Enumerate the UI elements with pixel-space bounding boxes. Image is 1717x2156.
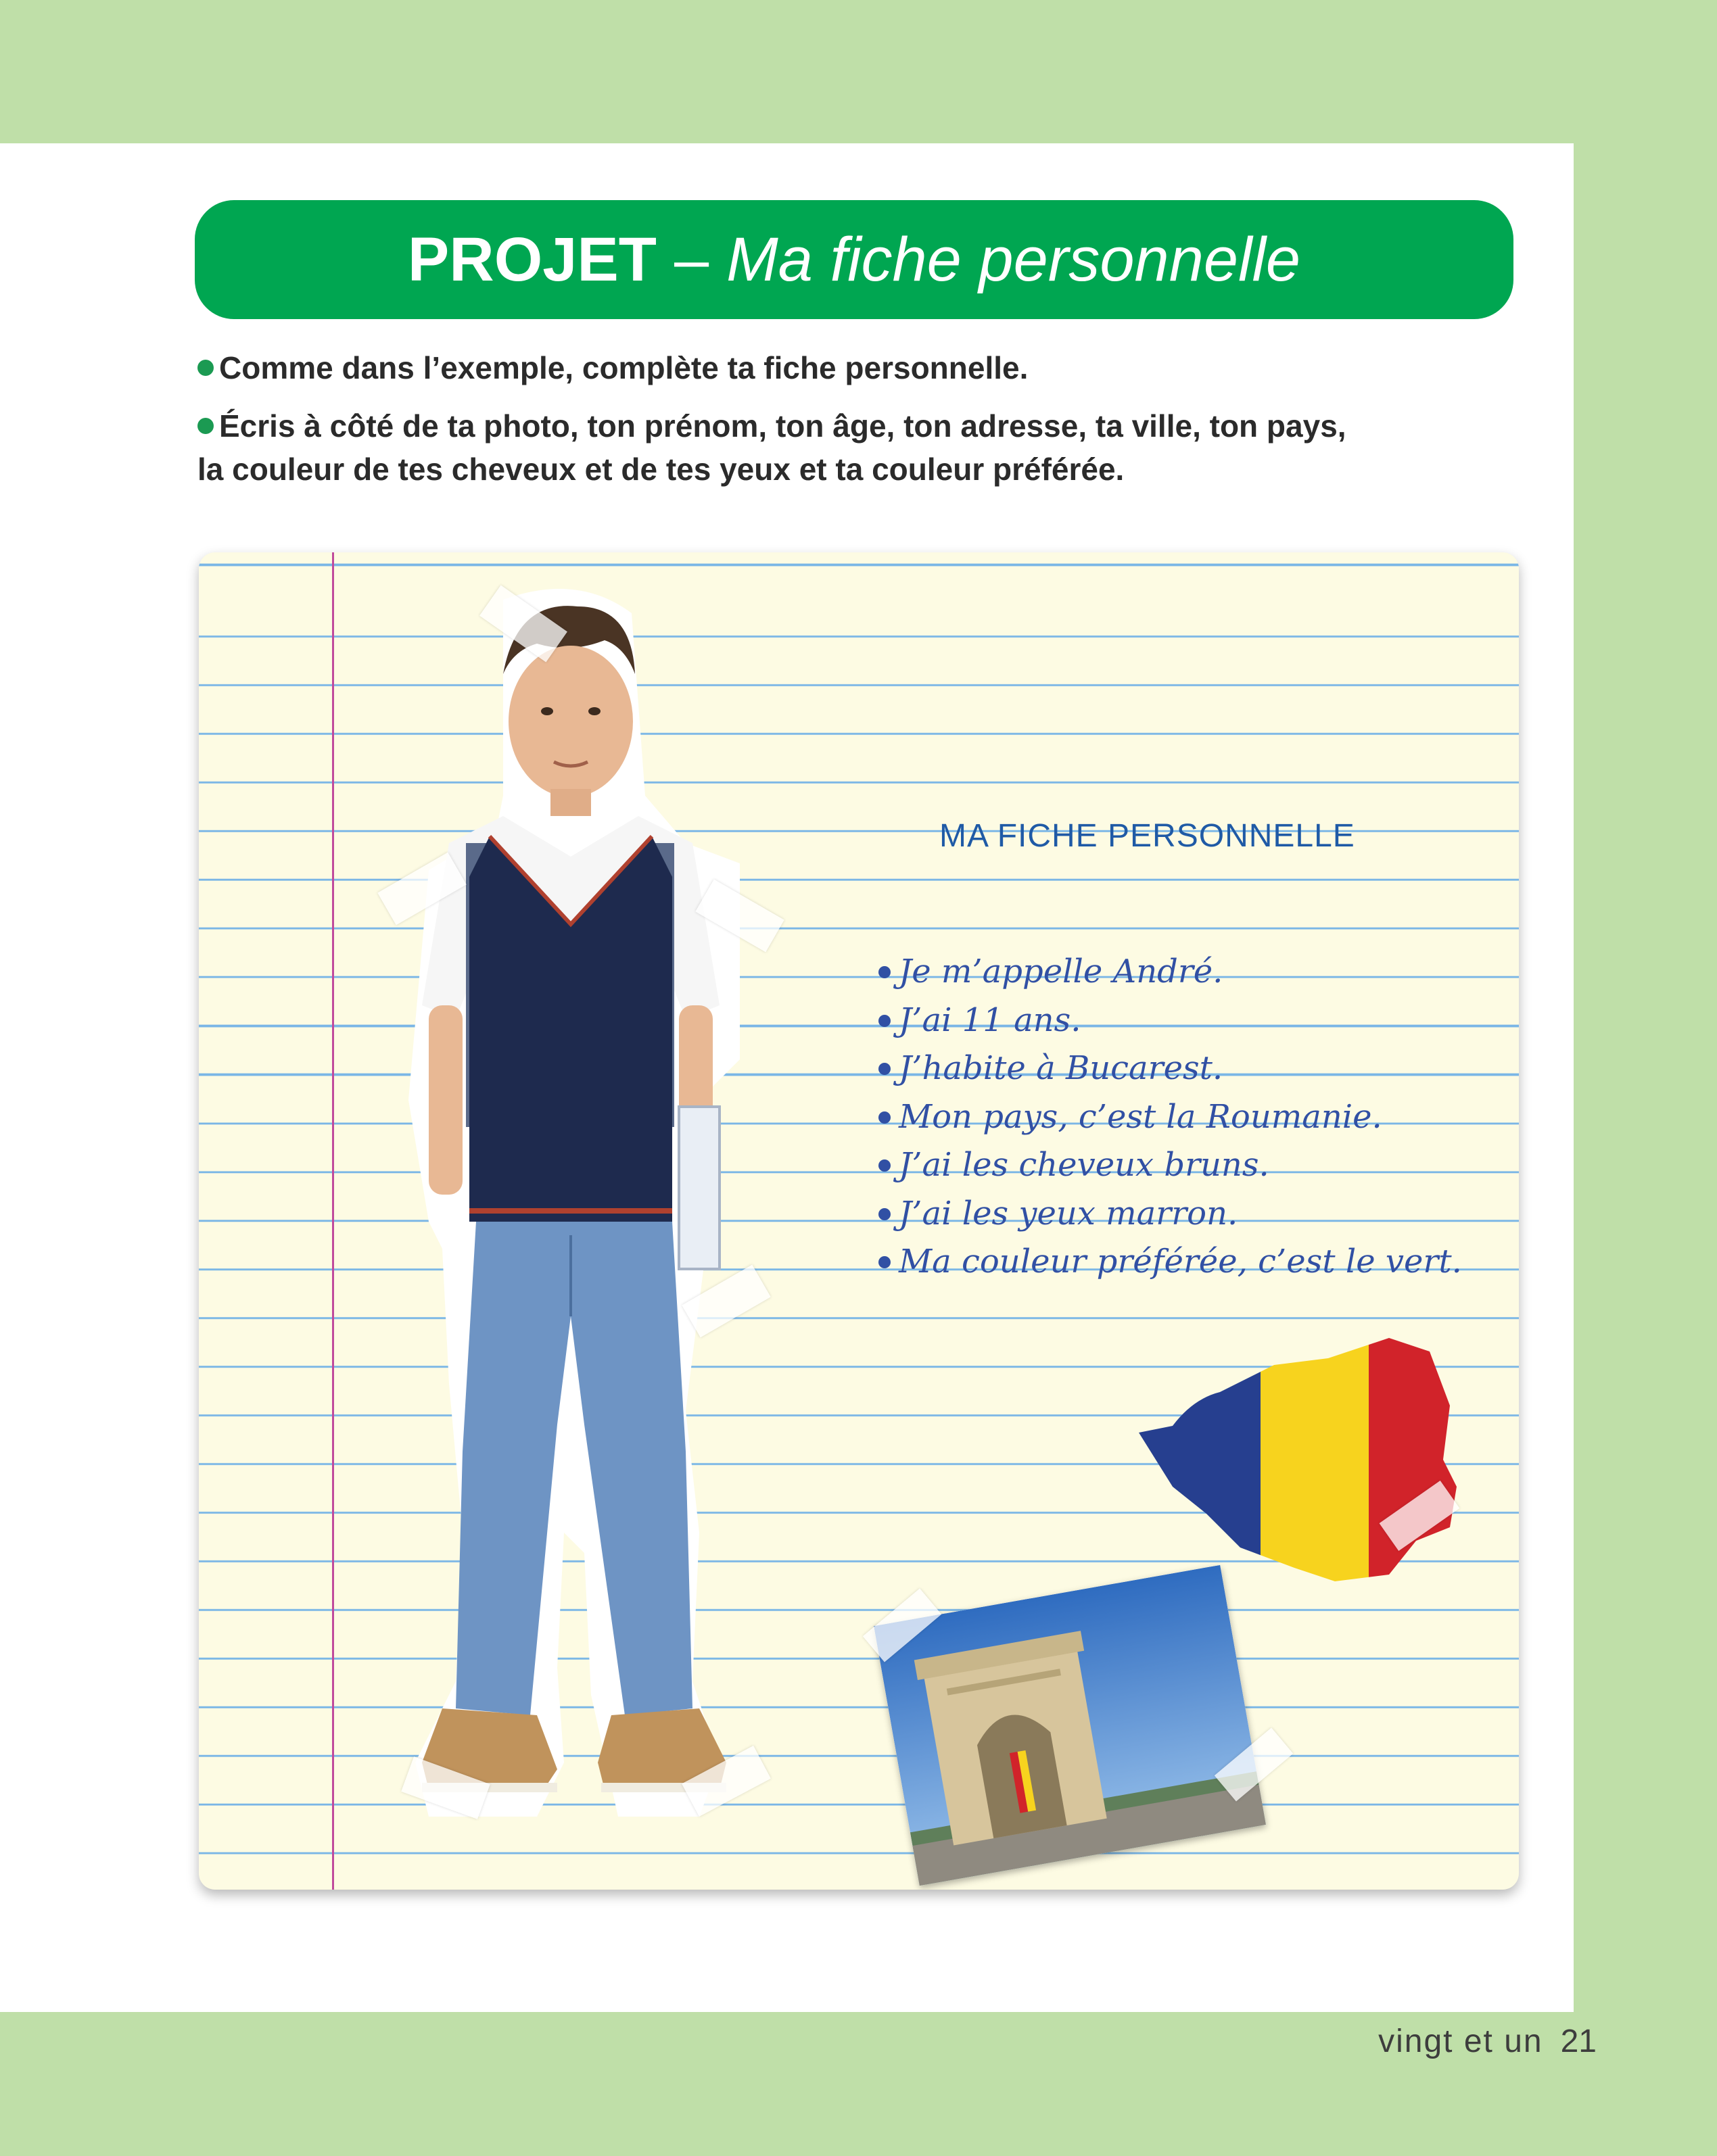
instruction-1 [197,346,1482,389]
bullet-icon [197,360,214,376]
fact-item: Je m’appelle André. [878,951,1462,1000]
instruction-2-text-line2: la couleur de tes cheveux et de tes yeux et ta couleur préférée. [197,452,1125,487]
fact-item: Mon pays, c’est la Roumanie. [878,1097,1462,1145]
romania-flag-map [1132,1324,1484,1595]
notebook-sheet [199,552,1519,1890]
title-italic: Ma fiche personnelle [726,224,1301,294]
fact-item: Ma couleur préférée, c’est le vert. [878,1241,1462,1290]
fact-item: J’ai les yeux marron. [878,1193,1462,1242]
page-number: 21 [1560,2023,1597,2059]
instruction-2-text: Écris à côté de ta photo, ton prénom, ton âge, ton adresse, ta ville, ton pays, [219,408,1346,444]
project-title-banner [195,200,1513,319]
fact-item: J’ai les cheveux bruns. [878,1145,1462,1193]
title-bold: PROJET [407,224,657,294]
instruction-1-text: Comme dans l’exemple, complète ta fiche personnelle. [219,350,1029,385]
fact-item: J’habite à Bucarest. [878,1048,1462,1097]
notebook-margin-line [332,552,334,1890]
bullet-icon [197,418,214,434]
boy-photo [402,573,753,1844]
page-footer [1378,2023,1597,2060]
sheet-title: MA FICHE PERSONNELLE [939,818,1355,854]
personal-facts-list [878,951,1462,1290]
instruction-2 [197,404,1482,491]
title-separator: – [674,224,709,294]
page-number-words: vingt et un [1378,2023,1543,2059]
fact-item: J’ai 11 ans. [878,1000,1462,1049]
